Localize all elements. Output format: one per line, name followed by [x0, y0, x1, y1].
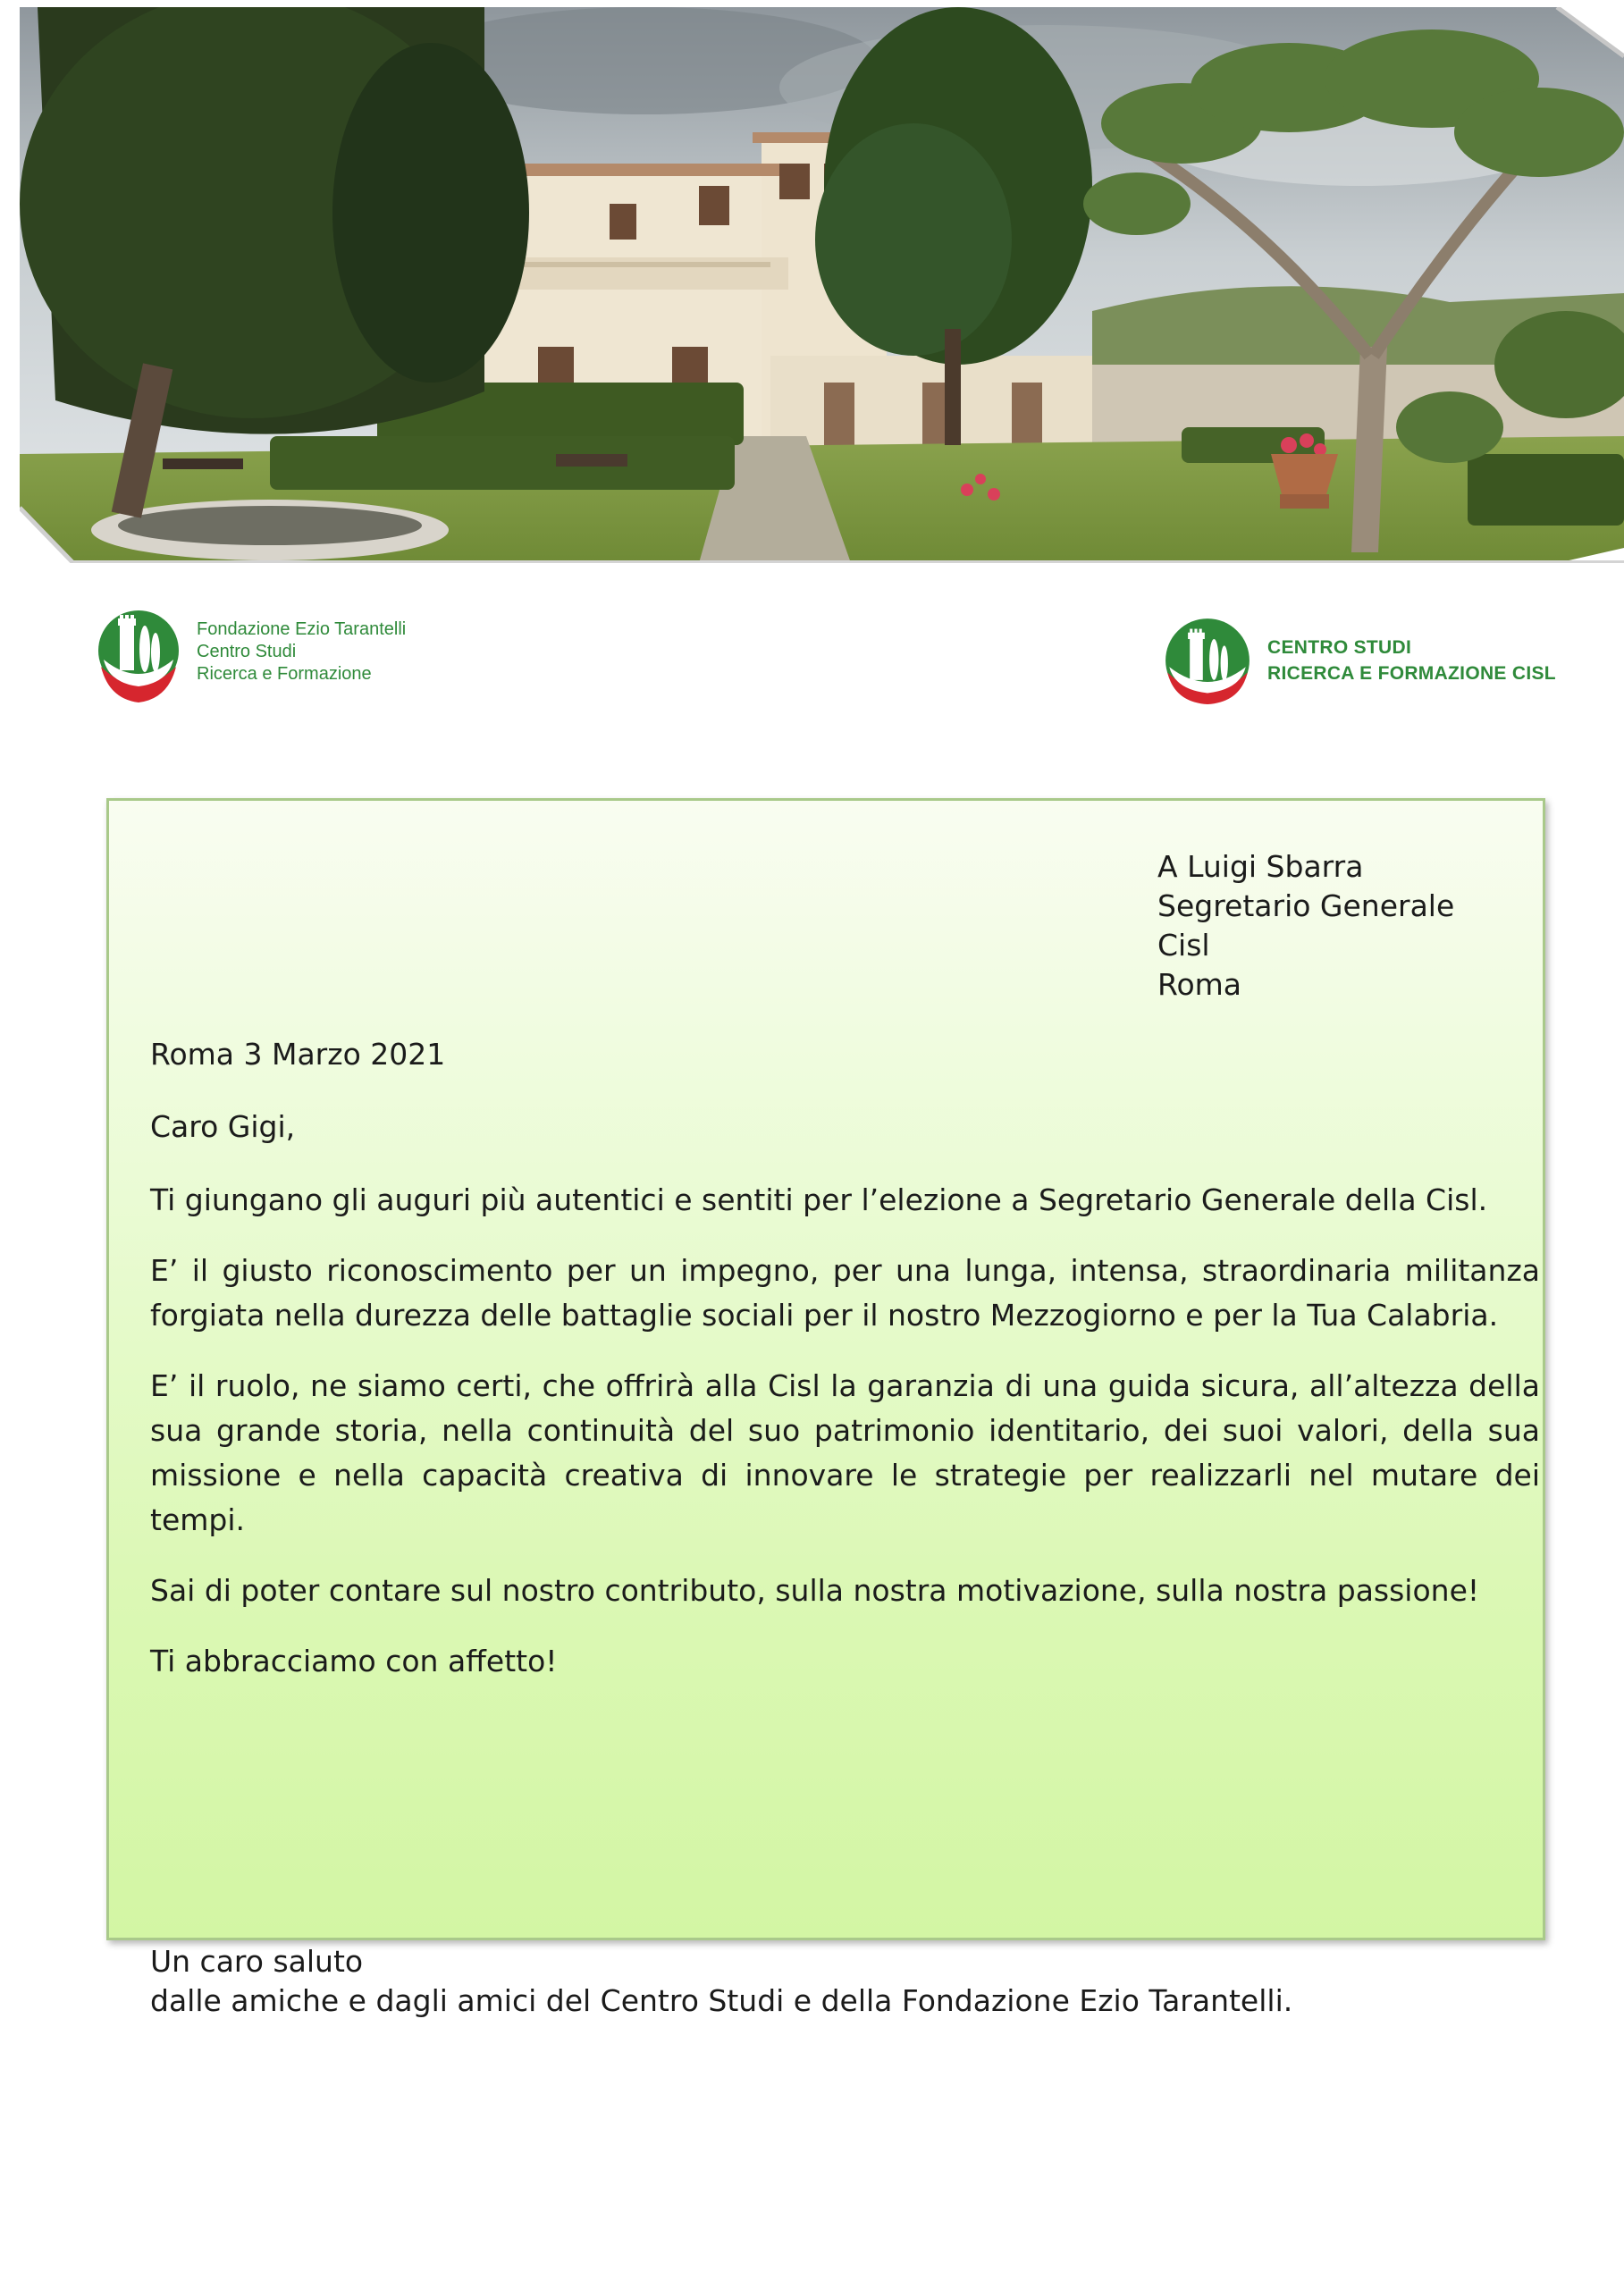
- letter-body: [150, 1178, 1540, 1710]
- logo-fondazione-tarantelli: [97, 597, 406, 706]
- letter-greeting: Caro Gigi,: [150, 1109, 296, 1144]
- logo-left-line-1: Fondazione Ezio Tarantelli: [197, 618, 407, 639]
- letter-paragraph: E’ il ruolo, ne siamo certi, che offrirà alla Cisl la garanzia di una guida sicura, all’altezza della sua grande storia, nella continuità del suo patrimonio identitario, dei suoi valori, della sua missione e nella capacità creativa di innovare le strategie per realizzarli nel mutare dei tempi.: [150, 1368, 1540, 1537]
- recipient-line: Segretario Generale: [1157, 888, 1455, 923]
- letter-date: Roma 3 Marzo 2021: [150, 1037, 446, 1072]
- letter-paragraph: Ti giungano gli auguri più autentici e sentiti per l’elezione a Segretario Generale della Cisl.: [150, 1182, 1488, 1217]
- letter-closing: [150, 1942, 1292, 2021]
- recipient-line: Roma: [1157, 967, 1242, 1002]
- logo-right-line-2: RICERCA E FORMAZIONE CISL: [1267, 663, 1556, 684]
- closing-line: dalle amiche e dagli amici del Centro Studi e della Fondazione Ezio Tarantelli.: [150, 1983, 1293, 2018]
- tower-cypress-logo-icon: [97, 597, 181, 706]
- letter-box: [106, 798, 1545, 2018]
- recipient-block: [1157, 847, 1454, 1005]
- logo-left-line-3: Ricerca e Formazione: [197, 663, 372, 684]
- letter-paragraph: Ti abbracciamo con affetto!: [150, 1644, 558, 1678]
- letter-paragraph: E’ il giusto riconoscimento per un impegno, per una lunga, intensa, straordinaria militanza forgiata nella durezza delle battaglie sociali per il nostro Mezzogiorno e per la Tua Calabria.: [150, 1253, 1540, 1333]
- logo-right-line-1: CENTRO STUDI: [1267, 637, 1412, 658]
- header-photo: [20, 7, 1624, 563]
- letter-paragraph: Sai di poter contare sul nostro contributo, sulla nostra motivazione, sulla nostra passione!: [150, 1573, 1480, 1608]
- closing-line: Un caro saluto: [150, 1944, 364, 1979]
- logo-centro-studi-cisl: [1164, 617, 1556, 704]
- tower-cypress-logo-icon: [1164, 617, 1251, 704]
- recipient-line: A Luigi Sbarra: [1157, 849, 1364, 884]
- logo-left-line-2: Centro Studi: [197, 641, 297, 661]
- recipient-line: Cisl: [1157, 928, 1210, 963]
